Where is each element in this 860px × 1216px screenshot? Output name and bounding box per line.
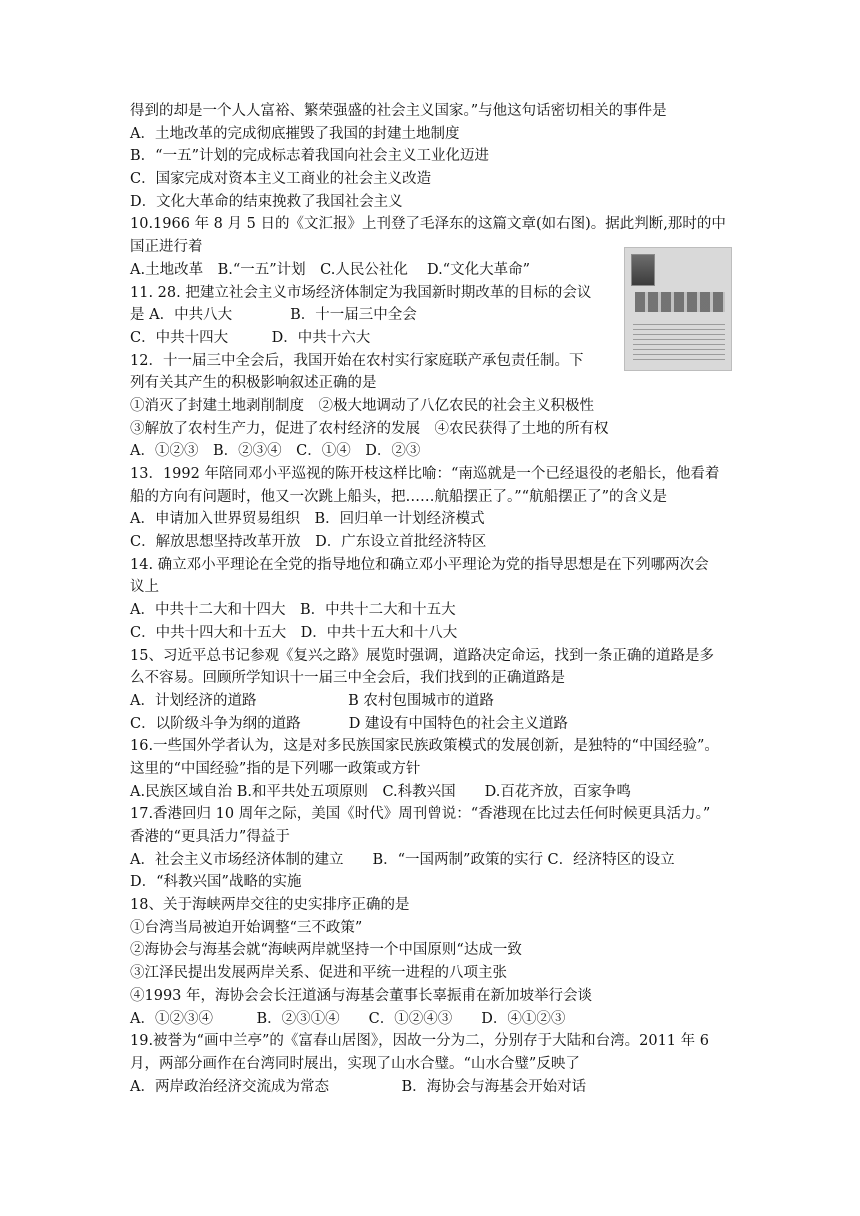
text-line: 17.香港回归 10 周年之际，美国《时代》周刊曾说：“香港现在比过去任何时候更具活力。” [130, 806, 711, 823]
text-line: 19.被誉为“画中兰亭”的《富春山居图》，因故一分为二，分别存于大陆和台湾。2011 年 6 [130, 1033, 709, 1050]
text-line: 月，两部分画作在台湾同时展出，实现了山水合璧。“山水合璧”反映了 [130, 1055, 580, 1072]
newspaper-clipping-image [624, 247, 732, 371]
text-line: 船的方向有问题时，他又一次跳上船头，把……航船摆正了。”“航船摆正了”的含义是 [130, 488, 667, 505]
text-line: 这里的“中国经验”指的是下列哪一政策或方针 [130, 760, 421, 777]
text-line: A.土地改革 B.“一五”计划 C.人民公社化 D.“文化大革命” [130, 261, 531, 278]
headline-graphic [635, 292, 725, 312]
text-line: 10.1966 年 8 月 5 日的《文汇报》上刊登了毛泽东的这篇文章(如右图)。据此判断,那时的中 [130, 216, 726, 233]
text-line: ②海协会与海基会就“海峡两岸就坚持一个中国原则“达成一致 [130, 942, 522, 959]
text-line: 15、习近平总书记参观《复兴之路》展览时强调，道路决定命运，找到一条正确的道路是多 [130, 647, 714, 664]
text-line: ①台湾当局被迫开始调整“三不政策” [130, 919, 363, 936]
text-line: 11. 28. 把建立社会主义市场经济体制定为我国新时期改革的目标的会议 [130, 284, 592, 301]
text-line: ③解放了农村生产力，促进了农村经济的发展 ④农民获得了土地的所有权 [130, 420, 609, 437]
text-line: 得到的却是一个人人富裕、繁荣强盛的社会主义国家。”与他这句话密切相关的事件是 [130, 103, 667, 119]
text-line: A.民族区域自治 B.和平共处五项原则 C.科教兴国 D.百花齐放，百家争鸣 [130, 783, 631, 800]
text-line: 香港的“更具活力”得益于 [130, 829, 290, 845]
portrait-photo [631, 254, 655, 286]
text-line: D．文化大革命的结束挽救了我国社会主义 [130, 193, 403, 210]
text-line: A．①②③④ B．②③①④ C．①②④③ D．④①②③ [130, 1010, 566, 1027]
text-line: C．以阶级斗争为纲的道路 D 建设有中国特色的社会主义道路 [130, 715, 568, 732]
text-line: A．申请加入世界贸易组织 B．回归单一计划经济模式 [130, 511, 485, 528]
text-line: 18、关于海峡两岸交往的史实排序正确的是 [130, 897, 410, 914]
text-line: 16.一些国外学者认为，这是对多民族国家民族政策模式的发展创新，是独特的“中国经验”。 [130, 738, 719, 755]
text-line: C．中共十四大和十五大 D．中共十五大和十八大 [130, 624, 458, 641]
text-line: 议上 [130, 579, 159, 596]
text-line: A．社会主义市场经济体制的建立 B．“一国两制”政策的实行 C．经济特区的设立 [130, 851, 675, 868]
text-line: A．中共十二大和十四大 B．中共十二大和十五大 [130, 602, 456, 619]
text-line: A．土地改革的完成彻底摧毁了我国的封建土地制度 [130, 125, 460, 142]
text-line: A．两岸政治经济交流成为常态 B．海协会与海基会开始对话 [130, 1078, 587, 1095]
text-line: ④1993 年，海协会会长汪道涵与海基会董事长辜振甫在新加坡举行会谈 [130, 987, 593, 1004]
text-line: 么不容易。回顾所学知识十一届三中全会后，我们找到的正确道路是 [130, 670, 565, 687]
text-line: 14. 确立邓小平理论在全党的指导地位和确立邓小平理论为党的指导思想是在下列哪两次会 [130, 556, 709, 573]
text-line: A．①②③ B．②③④ C．①④ D．②③ [130, 443, 421, 460]
text-line: C．中共十四大 D．中共十六大 [130, 329, 371, 346]
text-line: D．“科教兴国”战略的实施 [130, 874, 302, 891]
text-line: C．解放思想坚持改革开放 D．广东设立首批经济特区 [130, 534, 487, 551]
article-text-graphic [633, 324, 725, 364]
text-line: ①消灭了封建土地剥削制度 ②极大地调动了八亿农民的社会主义积极性 [130, 397, 594, 414]
text-line: 12．十一届三中全会后，我国开始在农村实行家庭联产承包责任制。下 [130, 352, 584, 369]
text-line: ③江泽民提出发展两岸关系、促进和平统一进程的八项主张 [130, 965, 507, 982]
text-line: 是 A．中共八大 B．十一届三中全会 [130, 307, 417, 324]
text-line: 列有关其产生的积极影响叙述正确的是 [130, 375, 377, 392]
text-line: 国正进行着 [130, 239, 203, 256]
text-line: C．国家完成对资本主义工商业的社会主义改造 [130, 171, 432, 188]
text-line: A．计划经济的道路 B 农村包围城市的道路 [130, 692, 494, 709]
text-line: B．“一五”计划的完成标志着我国向社会主义工业化迈进 [130, 148, 489, 165]
text-line: 13．1992 年陪同邓小平巡视的陈开枝这样比喻：“南巡就是一个已经退役的老船长，他看着 [130, 466, 720, 482]
